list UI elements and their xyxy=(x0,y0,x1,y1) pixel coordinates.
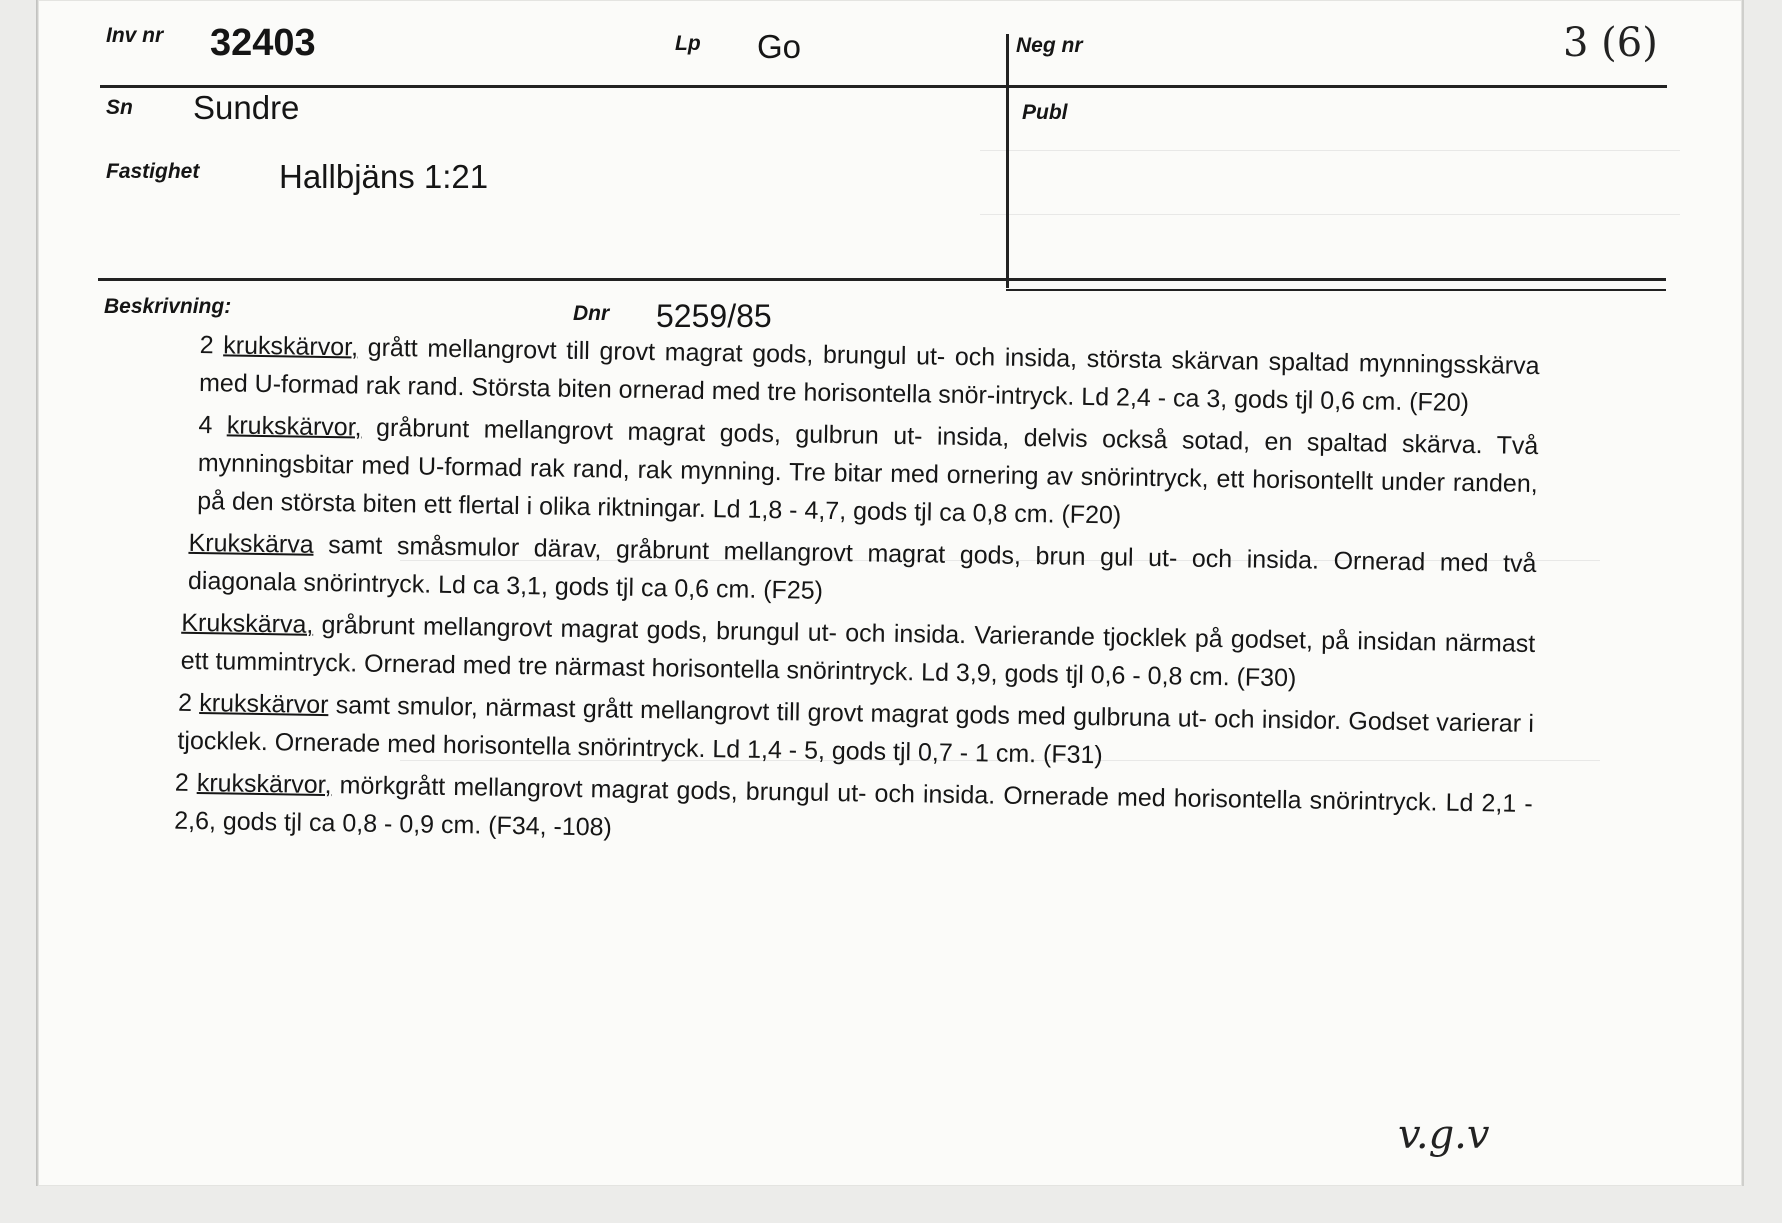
fastighet-label: Fastighet xyxy=(106,160,200,183)
description-entry xyxy=(197,406,1539,541)
entry-term: Krukskärva xyxy=(188,528,314,559)
entry-text: gråbrunt mellangrovt magrat gods, gulbrun ut- insida, delvis också sotad, en spaltad skärva. Två mynningsbitar med U-formad rak rand, rak mynning. Tre bitar med ornering av snörintryck, ett horisontellt under randen, på den största biten ett flertal i olika riktningar. Ld 1,8 - 4,7, gods tjl ca 0,8 cm. (F20) xyxy=(197,413,1539,530)
header-rule-bottom xyxy=(98,278,1666,281)
description-body xyxy=(174,326,1540,861)
header-rule-bottom-right xyxy=(1006,289,1666,291)
entry-term: krukskärvor, xyxy=(196,769,332,800)
entry-term: krukskärvor xyxy=(199,689,329,720)
lp-value: Go xyxy=(757,28,802,65)
entry-count: 4 xyxy=(198,410,228,440)
entry-term: Krukskärva, xyxy=(181,608,314,639)
beskrivning-label: Beskrivning: xyxy=(104,295,232,318)
inv-nr-label: Inv nr xyxy=(106,24,164,47)
entry-term: krukskärvor, xyxy=(226,411,362,442)
handwritten-signature: v.g.v xyxy=(1398,1112,1490,1158)
publ-label: Publ xyxy=(1022,101,1068,124)
entry-text: grått mellangrovt till grovt magrat gods, brungul ut- och insida, största skärvan spaltad mynningsskärva med U-formad rak rand. Största biten ornerad med tre horisontella snör-intryck. Ld 2,4 - ca 3, gods tjl 0,6 cm. (F20) xyxy=(198,333,1540,417)
bleed-line xyxy=(980,150,1680,151)
entry-count: 2 xyxy=(177,688,200,718)
sn-label: Sn xyxy=(106,96,133,119)
neg-nr-label: Neg nr xyxy=(1016,34,1083,57)
fastighet-value: Hallbjäns 1:21 xyxy=(279,158,489,195)
entry-text: samt småsmulor därav, gråbrunt mellangrovt magrat gods, brun gul ut- och insida. Ornerad med två diagonala snörintryck. Ld ca 3,1, gods tjl ca 0,6 cm. (F25) xyxy=(187,530,1537,605)
entry-count: 2 xyxy=(199,330,224,360)
entry-term: krukskärvor, xyxy=(223,331,359,362)
inv-nr-value: 32403 xyxy=(210,22,316,64)
header-rule-top xyxy=(100,85,1667,88)
entry-text: samt smulor, närmast grått mellangrovt till grovt magrat gods med gulbruna ut- och insidor. Godset varierar i tjocklek. Ornerade med horisontella snörintryck. Ld 1,4 - 5, gods tjl 0,7 - 1 cm. (F31) xyxy=(177,691,1535,770)
sn-value: Sundre xyxy=(193,89,300,126)
page-mark: 3 (6) xyxy=(1563,20,1658,66)
entry-text: mörkgrått mellangrovt magrat gods, brungul ut- och insida. Ornerade med horisontella snörintryck. Ld 2,1 - 2,6, gods tjl ca 0,8 - 0,9 cm. (F34, -108) xyxy=(174,771,1533,842)
entry-text: gråbrunt mellangrovt magrat gods, brungul ut- och insida. Varierande tjocklek på godset, på insidan närmast ett tummintryck. Ornerad med tre närmast horisontella snörintryck. Ld 3,9, gods tjl 0,6 - 0,8 cm. (F30) xyxy=(180,610,1536,693)
header-column-divider xyxy=(1006,34,1009,288)
entry-count: 2 xyxy=(174,768,198,798)
bleed-line xyxy=(980,214,1680,215)
dnr-value: 5259/85 xyxy=(656,298,772,334)
dnr-label: Dnr xyxy=(573,302,610,325)
lp-label: Lp xyxy=(675,32,701,55)
